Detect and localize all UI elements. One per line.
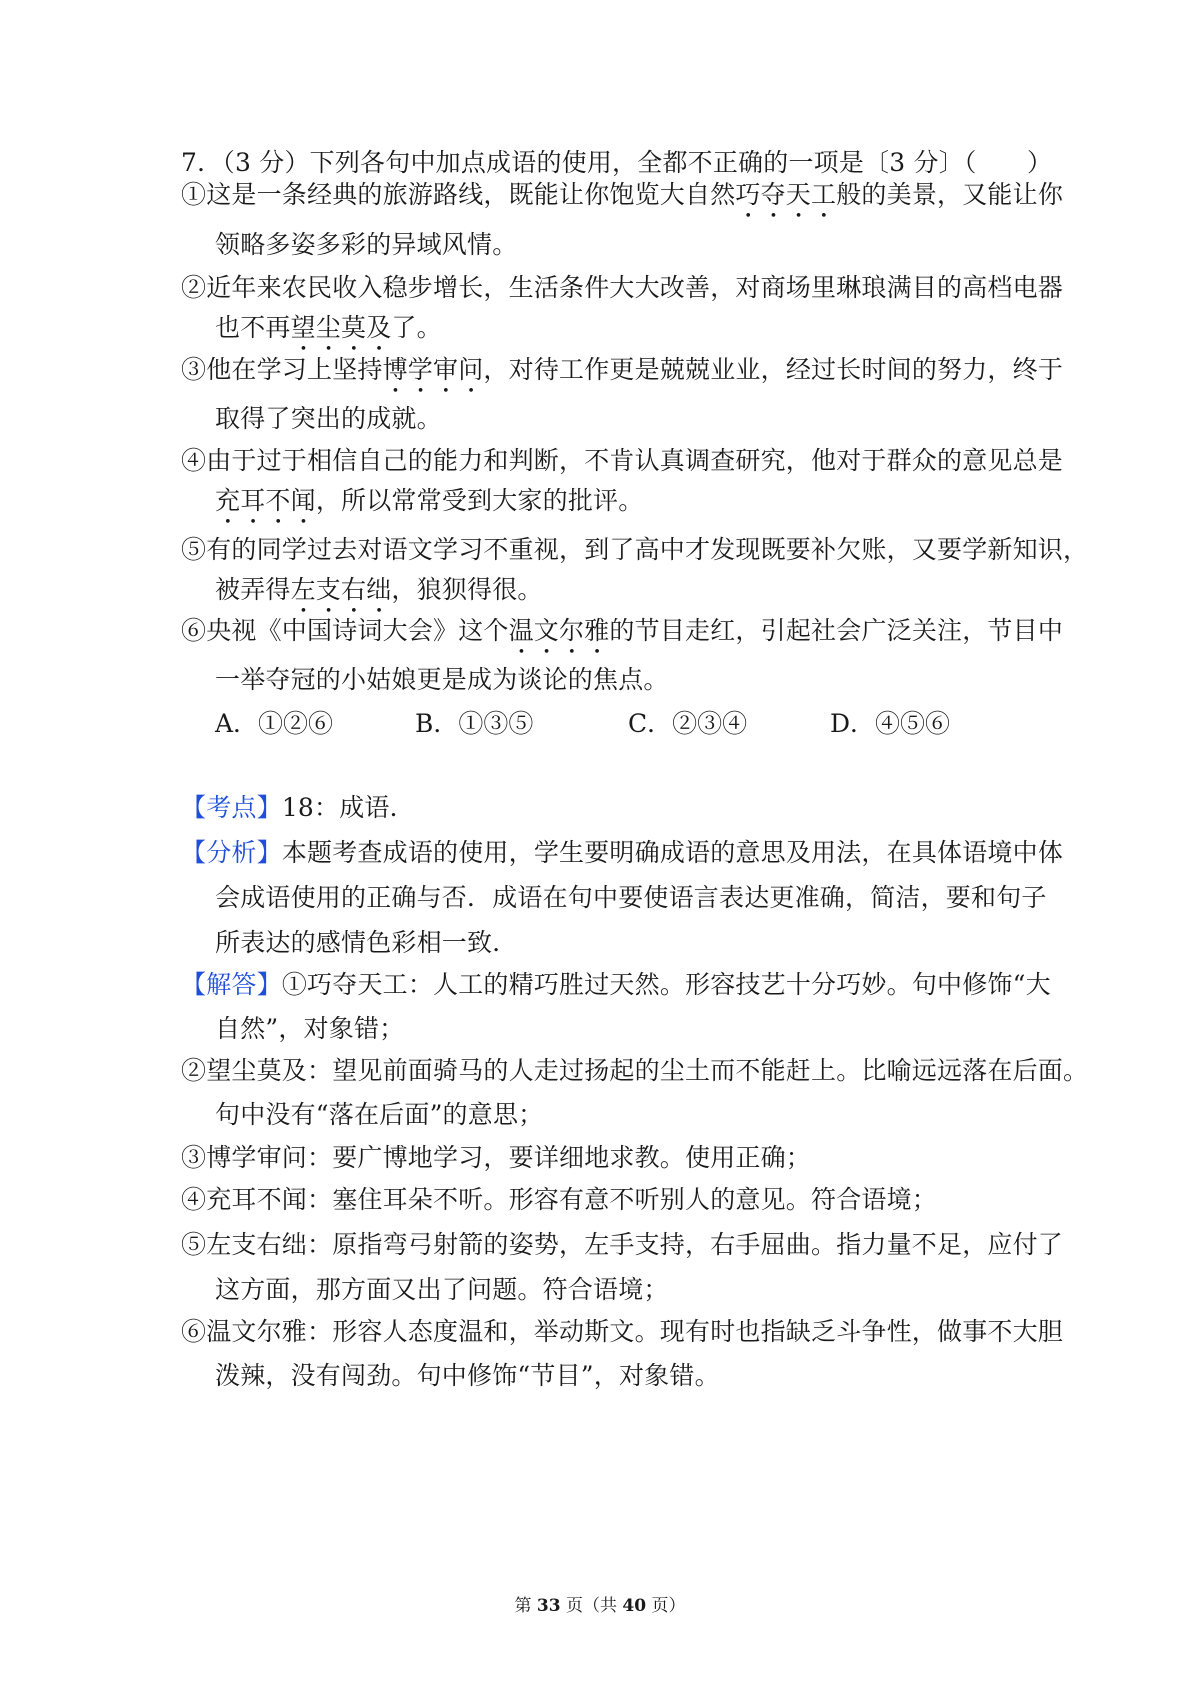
jieda-line-2: 自然”，对象错； (215, 1014, 405, 1043)
text: 的节目走红，引起社会广泛关注，节目中 (609, 616, 1064, 645)
kaodian-tag: 【考点】 (181, 793, 282, 822)
sentence-2-line-2 (215, 310, 442, 357)
sentence-3-line-2: 取得了突出的成就。 (215, 404, 442, 433)
text: 18：成语． (281, 793, 415, 822)
fenxi-line-2: 会成语使用的正确与否．成语在句中要使语言表达更准确，简洁，要和句子 (215, 883, 1047, 912)
sentence-3-line-1 (181, 352, 1063, 399)
sentence-5-line-1: ⑤有的同学过去对语文学习不重视，到了高中才发现既要补欠账，又要学新知识， (181, 535, 1089, 564)
jieda-line-7: ⑤左支右绌：原指弯弓射箭的姿势，左手支持，右手屈曲。指力量不足，应付了 (181, 1230, 1064, 1259)
jieda-line-5: ③博学审问：要广博地学习，要详细地求教。使用正确； (181, 1143, 812, 1172)
sentence-4-line-1: ④由于过于相信自己的能力和判断，不肯认真调查研究，他对于群众的意见总是 (181, 446, 1064, 475)
text: ⑥央视《中国诗词大会》这个 (181, 616, 509, 645)
jieda-line-3: ②望尘莫及：望见前面骑马的人走过扬起的尘土而不能赶上。比喻远远落在后面。 (181, 1056, 1089, 1085)
sentence-1-line-1 (181, 177, 1063, 224)
option-c: C．②③④ (628, 709, 748, 738)
text: ，对待工作更是兢兢业业，经过长时间的努力，终于 (483, 355, 1064, 384)
kaodian-line (181, 790, 415, 826)
fenxi-line-1 (181, 835, 1063, 871)
footer-text: 页） (646, 1596, 686, 1616)
text: ，所以常常受到大家的批评。 (315, 486, 644, 515)
jieda-line-10: 泼辣，没有闯劲。句中修饰“节目”，对象错。 (215, 1361, 720, 1390)
option-d: D．④⑤⑥ (830, 709, 951, 738)
fenxi-tag: 【分析】 (181, 838, 282, 867)
text: ①巧夺天工：人工的精巧胜过天然。形容技艺十分巧妙。句中修饰“大 (281, 970, 1051, 999)
sentence-6-line-1 (181, 613, 1063, 660)
page-footer (0, 1594, 1200, 1618)
sentence-1-line-2: 领略多姿多彩的异域风情。 (215, 230, 518, 259)
dotted-idiom: 充耳不闻 (215, 486, 316, 515)
jieda-line-9: ⑥温文尔雅：形容人态度温和，举动斯文。现有时也指缺乏斗争性，做事不大胆 (181, 1317, 1064, 1346)
option-a: A．①②⑥ (215, 709, 334, 738)
jieda-line-4: 句中没有“落在后面”的意思； (215, 1100, 544, 1129)
sentence-4-line-2 (215, 483, 643, 530)
dotted-idiom: 望尘莫及 (290, 313, 392, 342)
question-stem: 7．（3 分）下列各句中加点成语的使用，全都不正确的一项是〔3 分〕（ ） (181, 148, 1053, 177)
text: 本题考查成语的使用，学生要明确成语的意思及用法，在具体语境中体 (281, 838, 1064, 867)
dotted-idiom: 巧夺天工 (735, 180, 837, 209)
page-number: 33 (536, 1596, 561, 1616)
sentence-6-line-2: 一举夺冠的小姑娘更是成为谈论的焦点。 (215, 665, 669, 694)
text: 也不再 (215, 313, 291, 342)
text: 被弄得 (215, 575, 291, 604)
text: ①这是一条经典的旅游路线，既能让你饱览大自然 (181, 180, 736, 209)
dotted-idiom: 温文尔雅 (508, 616, 610, 645)
text: 般的美景，又能让你 (836, 180, 1064, 209)
dotted-idiom: 左支右绌 (290, 575, 392, 604)
text: ③他在学习上坚持 (181, 355, 383, 384)
jieda-line-8: 这方面，那方面又出了问题。符合语境； (215, 1275, 669, 1304)
sentence-2-line-1: ②近年来农民收入稳步增长，生活条件大大改善，对商场里琳琅满目的高档电器 (181, 273, 1064, 302)
jieda-tag: 【解答】 (181, 970, 282, 999)
option-b: B．①③⑤ (415, 709, 534, 738)
sentence-5-line-2 (215, 572, 543, 619)
dotted-idiom: 博学审问 (382, 355, 484, 384)
jieda-line-6: ④充耳不闻：塞住耳朵不听。形容有意不听别人的意见。符合语境； (181, 1185, 938, 1214)
footer-text: 第 (514, 1596, 537, 1616)
jieda-line-1 (181, 967, 1051, 1003)
footer-text: 页（共 (560, 1596, 623, 1616)
fenxi-line-3: 所表达的感情色彩相一致． (215, 928, 518, 957)
page-total: 40 (622, 1596, 647, 1616)
text: ，狼狈得很。 (391, 575, 543, 604)
text: 了。 (391, 313, 442, 342)
